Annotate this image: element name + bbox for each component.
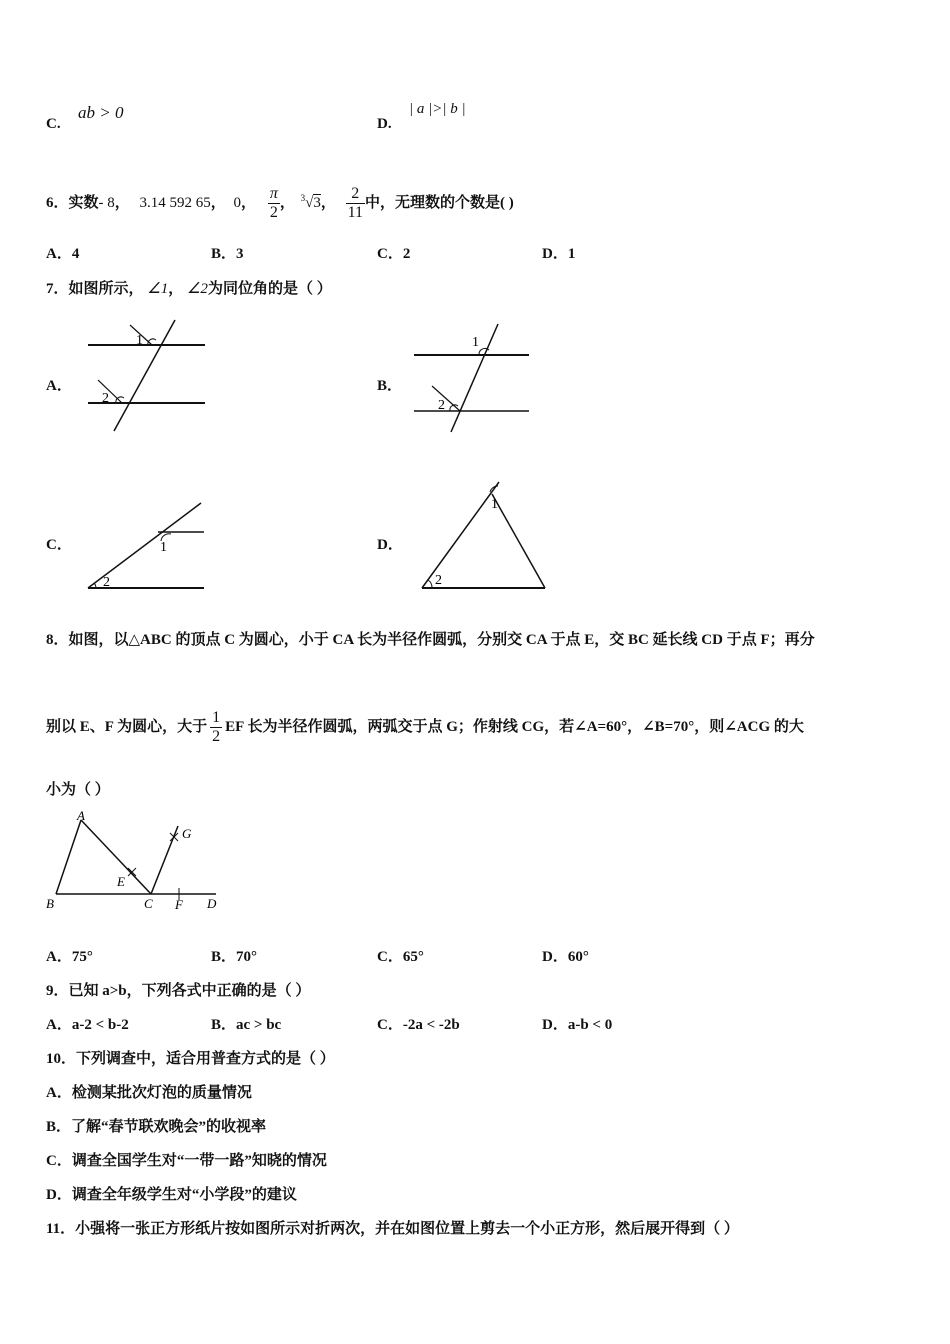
fraction-one-half: $\frac{1}{2}$ — [212, 709, 221, 746]
question-8-line1: 8．如图，以△ABC 的顶点 C 为圆心，小于 CA 长为半径作圆弧，分别交 CA 于点 E，交 BC 延长线 CD 于点 F；再分 — [46, 632, 815, 648]
q5-option-c-expression: ab > 0 — [78, 103, 124, 122]
q7-figure-c — [86, 500, 208, 592]
svg-text:1: 1 — [491, 497, 498, 512]
fig-label-2: 2 — [102, 391, 109, 406]
q10-option-b: B．了解“春节联欢晚会”的收视率 — [46, 1119, 267, 1135]
q5-option-d-expression: | a |>| b | — [409, 101, 466, 117]
q8-option-c: C．65° — [377, 949, 424, 965]
svg-text:1: 1 — [160, 540, 167, 555]
q9-option-c: C．-2a < -2b — [377, 1017, 460, 1033]
svg-text:2: 2 — [103, 575, 110, 590]
number-zero: 0 — [233, 195, 242, 211]
q5-option-c-label: C. — [46, 116, 61, 132]
q9-option-d: D．a-b < 0 — [542, 1017, 613, 1033]
number-neg-8: - 8 — [98, 195, 115, 211]
q7-option-c-label: C． — [46, 537, 72, 553]
question-10-stem: 10．下列调查中，适合用普查方式的是（ ） — [46, 1051, 335, 1067]
point-c-label: C — [144, 896, 153, 911]
q7-option-b-label: B． — [377, 378, 403, 394]
fraction-2-over-11: $\frac{2}{11}$ — [347, 185, 363, 222]
svg-text:2: 2 — [435, 573, 442, 588]
q6-option-a: A．4 — [46, 246, 80, 262]
q10-option-d: D．调查全年级学生对“小学段”的建议 — [46, 1187, 297, 1203]
question-6-stem: 6．实数- 8， 3.14 592 65， 0， $\frac{\pi}{2}$ ， $^3$√3， $\frac{2}{11}$ 中，无理数的个数是( ) — [46, 185, 514, 222]
q6-option-b: B．3 — [211, 246, 244, 262]
question-7-stem: 7．如图所示， ∠1， ∠2为同位角的是（ ） — [46, 281, 332, 297]
fig-label-1: 1 — [136, 333, 143, 348]
point-e-label: E — [117, 874, 125, 889]
question-11-stem: 11．小强将一张正方形纸片按如图所示对折两次，并在如图位置上剪去一个小正方形，然后展开得到（ ） — [46, 1221, 739, 1237]
fraction-pi-over-2: $\frac{\pi}{2}$ — [269, 185, 278, 222]
q6-option-d: D．1 — [542, 246, 576, 262]
q10-option-c: C．调查全国学生对“一带一路”知晓的情况 — [46, 1153, 327, 1169]
q7-figure-b — [412, 322, 534, 436]
question-8-line3: 小为（ ） — [46, 782, 110, 798]
svg-text:1: 1 — [472, 335, 479, 350]
point-f-label: F — [175, 897, 183, 912]
q5-option-d-label: D. — [377, 116, 392, 132]
point-a-label: A — [77, 808, 85, 823]
q9-option-a: A．a-2 < b-2 — [46, 1017, 129, 1033]
svg-text:2: 2 — [438, 398, 445, 413]
question-8-line2: 别以 E、F 为圆心，大于 $\frac{1}{2}$ EF 长为半径作圆弧，两弧交于点 G；作射线 CG，若∠A=60°，∠B=70°，则∠ACG 的大 — [46, 709, 804, 746]
q10-option-a: A．检测某批次灯泡的质量情况 — [46, 1085, 252, 1101]
q8-option-d: D．60° — [542, 949, 589, 965]
point-g-label: G — [182, 826, 192, 841]
q7-figure-d — [418, 480, 552, 592]
q7-option-a-label: A． — [46, 378, 72, 394]
question-9-stem: 9．已知 a>b，下列各式中正确的是（ ） — [46, 983, 311, 999]
q8-figure-triangle — [44, 808, 224, 916]
point-d-label: D — [207, 896, 217, 911]
q8-option-b: B．70° — [211, 949, 258, 965]
q9-option-b: B．ac > bc — [211, 1017, 282, 1033]
q7-option-d-label: D． — [377, 537, 403, 553]
q7-figure-a — [86, 318, 211, 436]
q6-option-c: C．2 — [377, 246, 411, 262]
q8-option-a: A．75° — [46, 949, 93, 965]
number-3-14: 3.14 592 65 — [139, 195, 211, 211]
point-b-label: B — [46, 896, 54, 911]
cube-root-3: $^3$√3 — [300, 193, 321, 211]
